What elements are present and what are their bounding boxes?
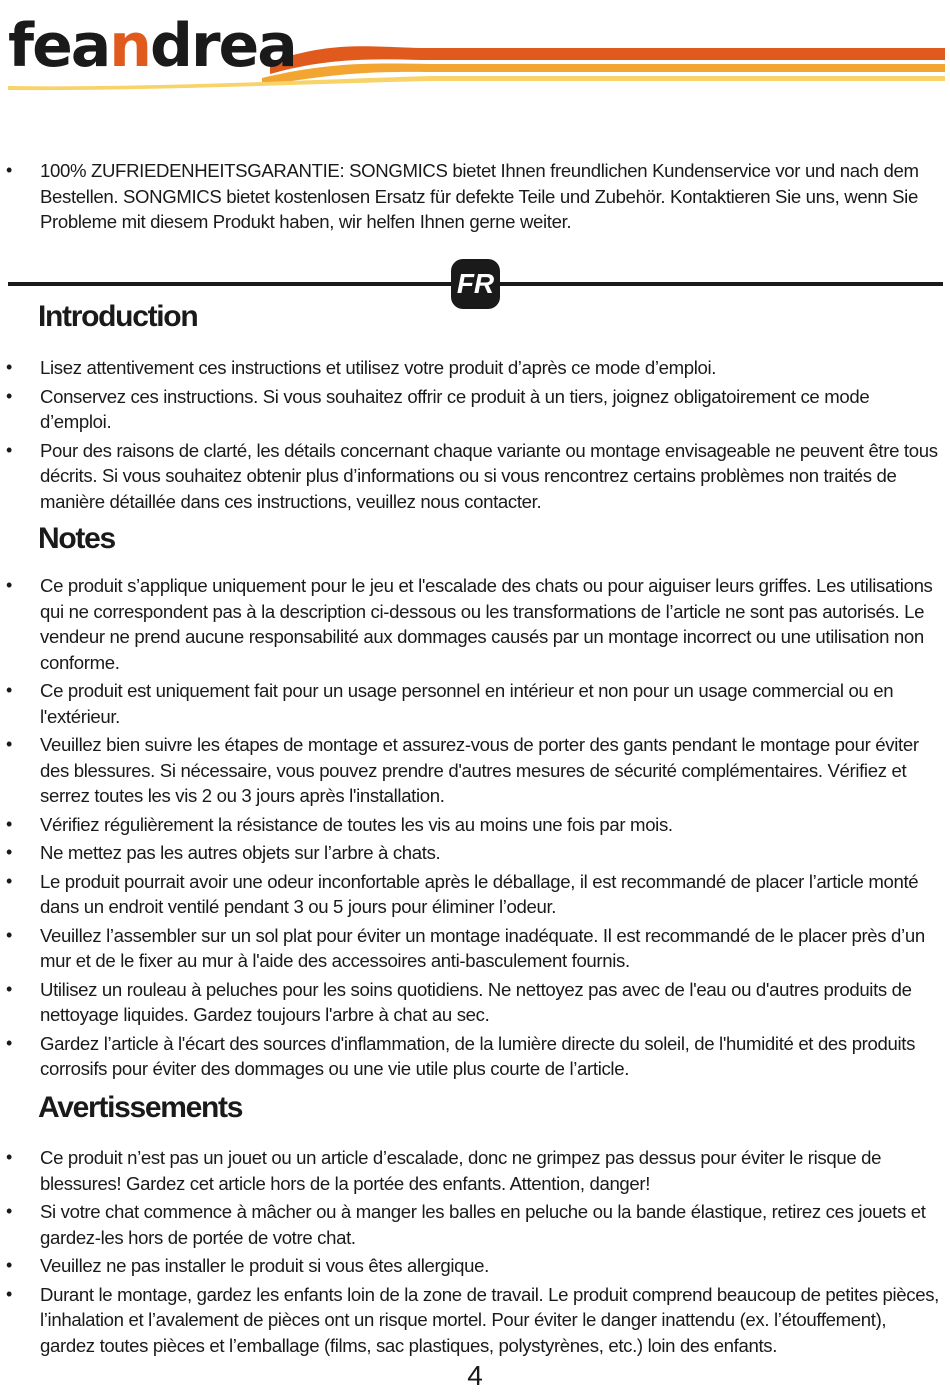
language-badge: FR: [451, 259, 500, 309]
list-item: • Conservez ces instructions. Si vous souhaitez offrir ce produit à un tiers, joignez obligatoirement ce mode d’emploi.: [0, 384, 950, 435]
list-item: • Lisez attentivement ces instructions et utilisez votre produit d’après ce mode d’emploi.: [0, 355, 950, 381]
warnings-list: [0, 1145, 950, 1358]
notes-list: [0, 573, 950, 1082]
list-item: • Le produit pourrait avoir une odeur inconfortable après le déballage, il est recommandé de placer l’article monté dans un endroit ventilé pendant 3 ou 5 jours pour éliminer l’odeur.: [0, 869, 950, 920]
list-item: • Durant le montage, gardez les enfants loin de la zone de travail. Le produit comprend beaucoup de petites pièces, l’inhalation et l’avalement de pièces ont un risque mortel. Pour éviter le danger inattendu (ex. l’étouffement), gardez toutes pièces et l’emballage (films, sac plastiques, polystyrènes, etc.) loin des enfants.: [0, 1282, 950, 1359]
list-item: • Veuillez bien suivre les étapes de montage et assurez-vous de porter des gants pendant le montage pour éviter des blessures. Si nécessaire, vous pouvez prendre d'autres mesures de sécurité complémentaires. Vérifiez et serrez toutes les vis 2 ou 3 jours après l'installation.: [0, 732, 950, 809]
section-title-introduction: Introduction: [38, 300, 198, 333]
intro-bullet-list: [0, 158, 950, 235]
list-item: • Vérifiez régulièrement la résistance de toutes les vis au moins une fois par mois.: [0, 812, 950, 838]
list-item: • Pour des raisons de clarté, les détails concernant chaque variante ou montage envisageable ne peuvent être tous décrits. Si vous souhaitez obtenir plus d’informations ou si vous rencontrez certains problèmes non traités de manière détaillée dans ces instructions, veuillez nous contacter.: [0, 438, 950, 515]
list-item: • 100% ZUFRIEDENHEITSGARANTIE: SONGMICS bietet Ihnen freundlichen Kundenservice vor und nach dem Bestellen. SONGMICS bietet kostenlosen Ersatz für defekte Teile und Zubehör. Kontaktieren Sie uns, wenn Sie Probleme mit diesem Produkt haben, wir helfen Ihnen gerne weiter.: [0, 158, 950, 235]
brand-logo: feandrea: [8, 11, 296, 81]
list-item: • Veuillez ne pas installer le produit si vous êtes allergique.: [0, 1253, 950, 1279]
list-item: • Si votre chat commence à mâcher ou à manger les balles en peluche ou la bande élastique, retirez ces jouets et gardez-les hors de portée de votre chat.: [0, 1199, 950, 1250]
introduction-list: [0, 355, 950, 514]
list-item: • Ce produit est uniquement fait pour un usage personnel en intérieur et non pour un usage commercial ou en l'extérieur.: [0, 678, 950, 729]
list-item: • Ce produit n’est pas un jouet ou un article d’escalade, donc ne grimpez pas dessus pour éviter le risque de blessures! Gardez cet article hors de la portée des enfants. Attention, danger!: [0, 1145, 950, 1196]
page-number: 4: [467, 1360, 483, 1391]
list-item: • Utilisez un rouleau à peluches pour les soins quotidiens. Ne nettoyez pas avec de l'eau ou d'autres produits de nettoyage liquides. Gardez toujours l'arbre à chat au sec.: [0, 977, 950, 1028]
section-title-notes: Notes: [38, 522, 115, 555]
page-header: [0, 0, 950, 95]
list-item: • Ce produit s’applique uniquement pour le jeu et l'escalade des chats ou pour aiguiser leurs griffes. Les utilisations qui ne correspondent pas à la description ci-dessous ou les transformations de l’article ne sont pas autorisés. Le vendeur ne prend aucune responsabilité aux dommages causés par un montage incorrect ou une utilisation non conforme.: [0, 573, 950, 675]
list-item: • Veuillez l’assembler sur un sol plat pour éviter un montage inadéquate. Il est recommandé de le placer près d’un mur et de le fixer au mur à l'aide des accessoires anti-basculement fournis.: [0, 923, 950, 974]
section-title-warnings: Avertissements: [38, 1091, 243, 1124]
list-item: • Ne mettez pas les autres objets sur l’arbre à chats.: [0, 840, 950, 866]
list-item: • Gardez l’article à l'écart des sources d'inflammation, de la lumière directe du soleil, de l'humidité et des produits corrosifs pour éviter des dommages ou une vie utile plus courte de l’article.: [0, 1031, 950, 1082]
